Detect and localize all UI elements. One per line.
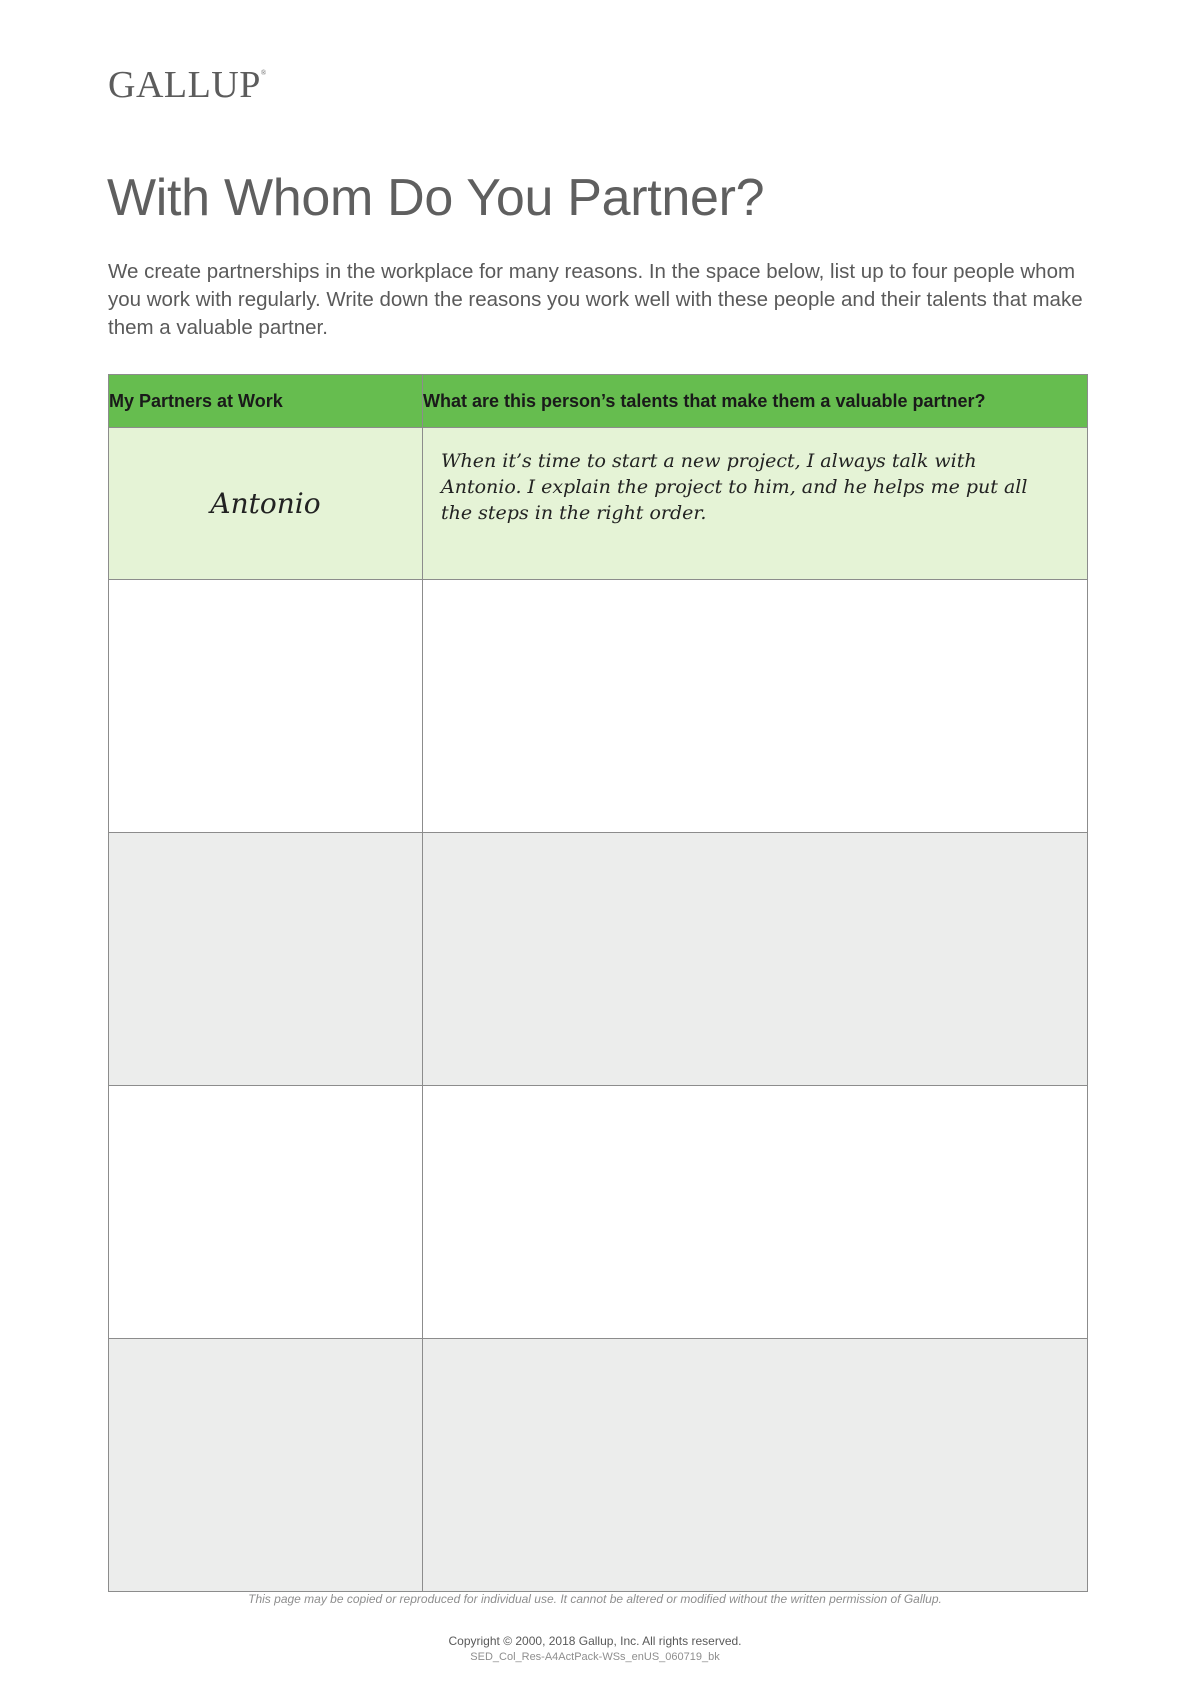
copyright-line: Copyright © 2000, 2018 Gallup, Inc. All rights reserved. [448, 1634, 742, 1648]
partner-name-cell[interactable] [109, 580, 423, 833]
table-row [109, 1339, 1088, 1592]
partner-name-cell[interactable] [109, 1339, 423, 1592]
registered-mark: ® [260, 69, 267, 77]
table-header-row [109, 375, 1088, 428]
gallup-logo [108, 66, 267, 104]
document-code: SED_Col_Res-A4ActPack-WSs_enUS_060719_bk [470, 1651, 720, 1663]
partner-talents-cell[interactable] [423, 833, 1088, 1086]
header-partners: My Partners at Work [109, 375, 423, 428]
partner-talents-cell[interactable] [423, 1339, 1088, 1592]
example-partner-talents: When it’s time to start a new project, I always talk with Antonio. I explain the project to him, and he helps me put all the steps in the right order. [423, 428, 1088, 580]
partner-name-cell[interactable] [109, 833, 423, 1086]
table-row [109, 580, 1088, 833]
example-partner-name: Antonio [109, 428, 423, 580]
page-title: With Whom Do You Partner? [107, 169, 765, 227]
table-row [109, 1086, 1088, 1339]
partner-talents-cell[interactable] [423, 1086, 1088, 1339]
intro-paragraph: We create partnerships in the workplace for many reasons. In the space below, list up to four people whom you work with regularly. Write down the reasons you work well with these people and their talents that make them a valuable partner. [108, 260, 1083, 339]
logo-text: GALLUP [108, 64, 261, 106]
partner-name-cell[interactable] [109, 1086, 423, 1339]
partner-talents-cell[interactable] [423, 580, 1088, 833]
partners-table [108, 374, 1088, 1592]
table-row [109, 833, 1088, 1086]
copy-permission-notice: This page may be copied or reproduced for individual use. It cannot be altered or modified without the written permission of Gallup. [248, 1592, 942, 1606]
header-talents: What are this person’s talents that make them a valuable partner? [423, 375, 1088, 428]
example-row [109, 428, 1088, 580]
